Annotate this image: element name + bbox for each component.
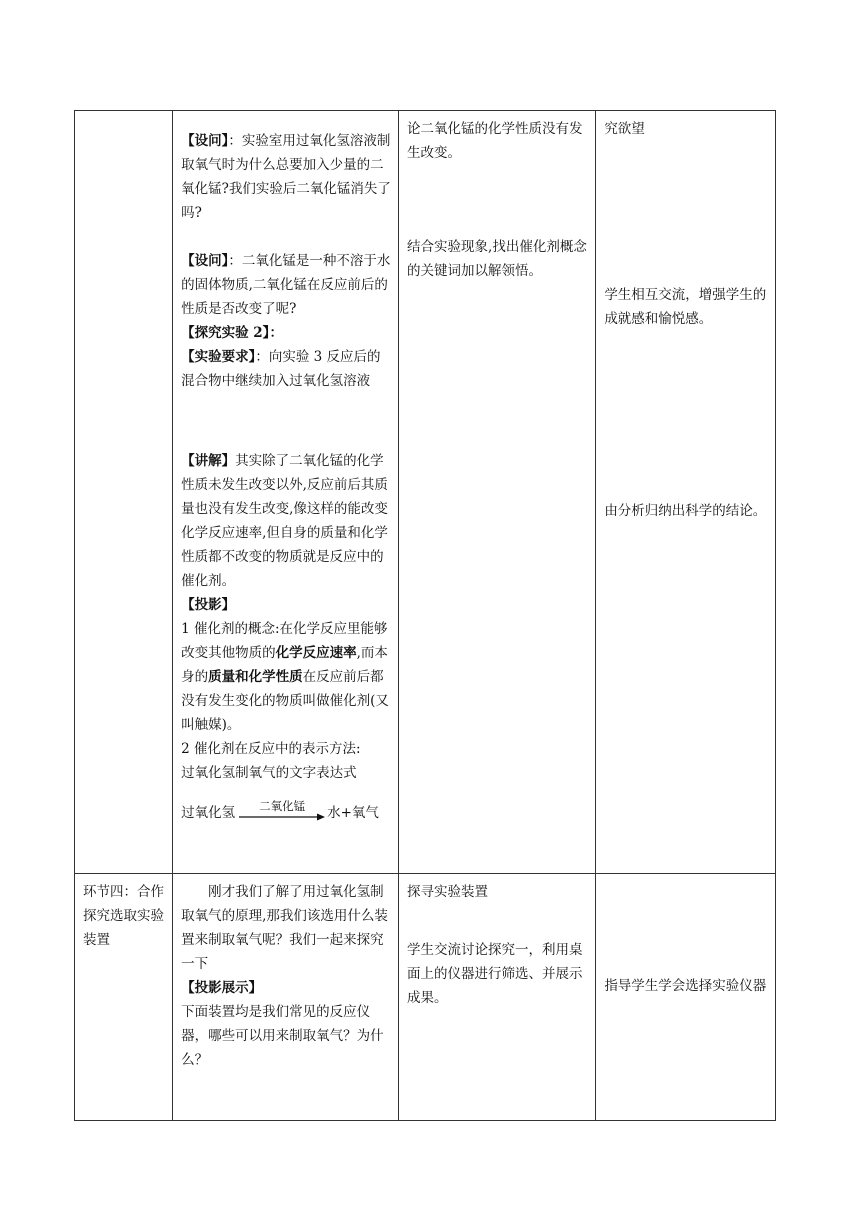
question-text: ：实验室用过氧化氢溶液制取氧气时为什么总要加入少量的二氧化锰?我们实验后二氧化锰消失了吗? [181, 133, 391, 221]
projection-tag: 【投影】 [181, 597, 236, 613]
student-activity-2: 学生交流讨论探究一，利用桌面上的仪器进行筛选、并展示成果。 [407, 942, 583, 1006]
arrow-icon [239, 813, 325, 821]
projection-display-tag: 【投影展示】 [181, 980, 263, 996]
explanation-tag: 【讲解】 [181, 453, 236, 469]
reaction-condition: 二氧化锰 [259, 799, 306, 813]
teacher-intro: 刚才我们了解了用过氧化氢制取氧气的原理,那我们该选用什么装置来制取氧气呢？我们一起来探究一下 [181, 884, 388, 972]
table-cell-student-activity [399, 874, 596, 1121]
experiment-title [181, 321, 392, 345]
products: 水+氧气 [327, 805, 379, 821]
design-intent-1: 指导学生学会选择实验仪器 [604, 978, 767, 994]
student-activity-1: 探寻实验装置 [407, 884, 489, 900]
stage-title: 环节四：合作探究选取实验装置 [83, 884, 164, 948]
reactant: 过氧化氢 [181, 805, 236, 821]
catalyst-definition [181, 617, 392, 737]
table-row [75, 874, 776, 1121]
definition-text: 1 催化剂的概念:在化学反应里能够改变其他物质的 [181, 621, 388, 661]
question-text: ：二氧化锰是一种不溶于水的固体物质,二氧化锰在反应前后的性质是否改变了呢? [181, 253, 391, 317]
table-cell-stage [75, 874, 173, 1121]
table-cell-design-intent [596, 874, 776, 1121]
experiment-colon: ： [269, 325, 283, 341]
definition-keyword: 质量和化学性质 [208, 669, 303, 685]
question-tag: 【设问】 [181, 133, 229, 149]
catalyst-notation: 2 催化剂在反应中的表示方法: [181, 741, 361, 757]
explanation-text: 其实除了二氧化锰的化学性质未发生改变以外,反应前后其质量也没有发生改变,像这样的能改变化学反应速率,但自身的质量和化学性质都不改变的物质就是反应中的催化剂。 [181, 453, 388, 589]
expression-title: 过氧化氢制氧气的文字表达式 [181, 765, 357, 781]
table-cell-student-activity [399, 111, 596, 874]
definition-text: ,而本身的 [181, 645, 388, 685]
requirement-text: ：向实验 3 反应后的混合物中继续加入过氧化氢溶液 [181, 349, 381, 389]
reaction-arrow [239, 799, 325, 821]
question-2 [181, 249, 392, 321]
table-cell-design-intent [596, 111, 776, 874]
table-row [75, 111, 776, 874]
experiment-requirement [181, 345, 392, 393]
experiment-tag: 【探究实验 2】 [181, 325, 270, 341]
table-cell-teacher-activity [173, 874, 399, 1121]
table-cell-stage [75, 111, 173, 874]
student-activity-1: 论二氧化锰的化学性质没有发生改变。 [407, 121, 583, 161]
design-intent-2: 学生相互交流，增强学生的成就感和愉悦感。 [604, 287, 767, 327]
requirement-tag: 【实验要求】 [181, 349, 256, 365]
definition-keyword: 化学反应速率 [275, 645, 357, 661]
design-intent-3: 由分析归纳出科学的结论。 [604, 503, 767, 519]
lesson-plan-table [74, 110, 776, 1121]
question-1 [181, 129, 392, 225]
student-activity-2: 结合实验现象,找出催化剂概念的关键词加以解领悟。 [407, 239, 587, 279]
table-cell-teacher-activity [173, 111, 399, 874]
question-tag: 【设问】 [181, 253, 229, 269]
definition-text: 在反应前后都没有发生变化的物质叫做催化剂(又叫触媒)。 [181, 669, 389, 733]
design-intent-1: 究欲望 [604, 121, 645, 137]
explanation [181, 449, 392, 593]
projection-question: 下面装置均是我们常见的反应仪器，哪些可以用来制取氧气？为什么？ [181, 1004, 384, 1068]
word-equation [181, 799, 392, 825]
